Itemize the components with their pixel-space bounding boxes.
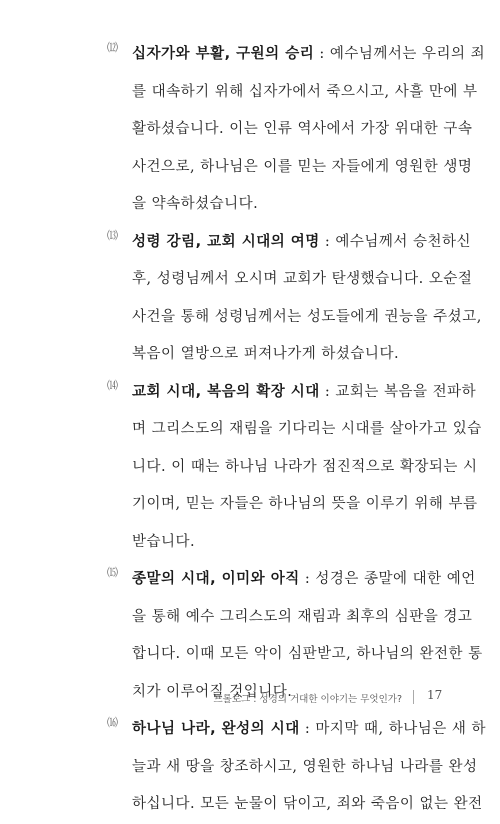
- item-text: 를 대속하기 위해 십자가에서 죽으시고, 사흘 만에 부: [132, 83, 478, 100]
- item-first-line: [132, 711, 486, 749]
- item-number: ⒂: [107, 566, 118, 579]
- item-number: ⒀: [107, 228, 118, 242]
- item-text: 을 통해 예수 그리스도의 재림과 최후의 심판을 경고: [132, 608, 473, 625]
- item-heading: 성령 강림, 교회 시대의 여명: [132, 233, 320, 250]
- running-title: 프롤로그 : 성경의 거대한 이야기는 무엇인가?: [213, 694, 402, 705]
- item-heading: 교회 시대, 복음의 확장 시대: [132, 383, 320, 400]
- item-text: 기이며, 믿는 자들은 하나님의 뜻을 이루기 위해 부름: [132, 496, 478, 512]
- item-text: 늘과 새 땅을 창조하시고, 영원한 하나님 나라를 완성: [132, 758, 478, 775]
- footer-divider: [413, 690, 414, 704]
- item-first-line: [132, 374, 477, 412]
- item-text: 사건을 통해 성령님께서는 성도들에게 권능을 주셨고,: [132, 308, 482, 325]
- list-item: [107, 224, 482, 374]
- item-text: 받습니다.: [132, 533, 196, 550]
- item-text: 교회는 복음을 전파하: [335, 383, 477, 400]
- item-text: 을 약속하셨습니다.: [132, 196, 259, 212]
- item-first-line: [132, 561, 476, 599]
- item-separator: :: [314, 46, 330, 62]
- item-heading: 십자가와 부활, 구원의 승리: [132, 46, 315, 62]
- item-separator: :: [299, 721, 316, 737]
- item-text: 니다. 이 때는 하나님 나라가 점진적으로 확장되는 시: [132, 458, 478, 475]
- list-item: [107, 711, 486, 824]
- item-separator: :: [319, 233, 336, 250]
- item-text: 치가 이루어질 것입니다.: [132, 683, 293, 700]
- page-number: 17: [427, 688, 443, 702]
- item-heading: 종말의 시대, 이미와 아직: [132, 571, 300, 587]
- item-heading: 하나님 나라, 완성의 시대: [132, 721, 300, 737]
- item-text: 복음이 열방으로 퍼져나가게 하셨습니다.: [132, 346, 400, 362]
- list-item: [107, 36, 486, 224]
- item-text: 후, 성령님께서 오시며 교회가 탄생했습니다. 오순절: [132, 271, 473, 287]
- item-text: 활하셨습니다. 이는 인류 역사에서 가장 위대한 구속: [132, 121, 473, 137]
- item-text: 성경은 종말에 대한 예언: [315, 571, 476, 587]
- item-first-line: [132, 36, 486, 74]
- item-text: 예수님께서 승천하신: [335, 233, 472, 250]
- item-text: 며 그리스도의 재림을 기다리는 시대를 살아가고 있습: [132, 421, 482, 437]
- item-number: ⒁: [107, 378, 118, 392]
- item-separator: :: [319, 383, 336, 400]
- item-text: 예수님께서는 우리의 죄: [329, 46, 486, 62]
- item-text: 하십니다. 모든 눈물이 닦이고, 죄와 죽음이 없는 완전: [132, 796, 483, 812]
- item-number: ⑿: [107, 41, 118, 54]
- item-number: ⒃: [107, 716, 118, 729]
- page-footer: [0, 688, 500, 708]
- item-first-line: [132, 224, 472, 262]
- item-separator: :: [299, 571, 316, 587]
- item-text: 마지막 때, 하나님은 새 하: [315, 721, 486, 737]
- list-item: [107, 374, 482, 562]
- item-text: 합니다. 이때 모든 악이 심판받고, 하나님의 완전한 통: [132, 646, 483, 662]
- item-text: 사건으로, 하나님은 이를 믿는 자들에게 영원한 생명: [132, 158, 473, 175]
